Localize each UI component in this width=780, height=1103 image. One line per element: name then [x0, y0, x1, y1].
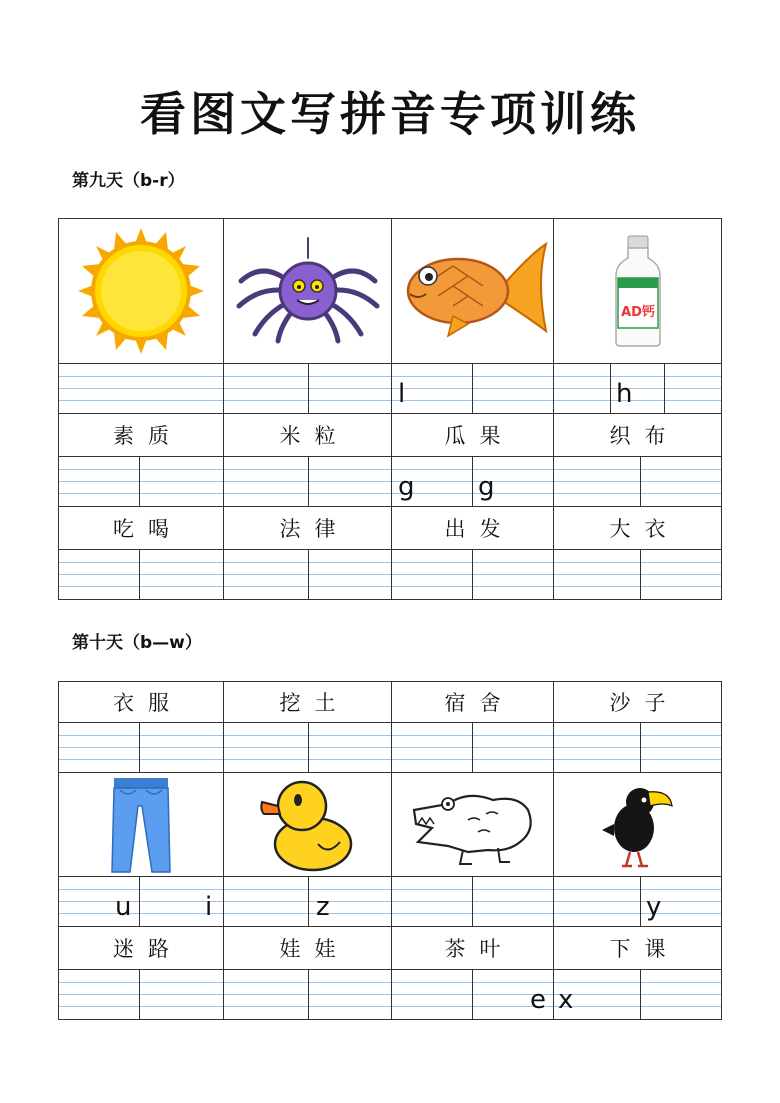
pinyin-box[interactable]: [59, 457, 223, 506]
svg-text:AD钙: AD钙: [620, 304, 655, 320]
bottle-icon: [608, 234, 668, 349]
word-cell: 沙子: [553, 682, 721, 722]
word-row: [59, 506, 721, 549]
pinyin-box[interactable]: [223, 364, 391, 413]
page-title: 看图文写拼音专项训练: [140, 87, 640, 141]
pinyin-hint: l: [398, 379, 406, 409]
pinyin-box[interactable]: [553, 364, 721, 413]
pants-icon: [106, 776, 176, 874]
sun-icon: [76, 226, 206, 356]
word-row: [59, 413, 721, 456]
word-cell: 法律: [223, 507, 391, 549]
duck-icon: [258, 776, 358, 874]
pinyin-box[interactable]: [391, 723, 553, 772]
spider-icon: [233, 236, 383, 346]
pinyin-box[interactable]: [223, 550, 391, 599]
pinyin-box[interactable]: [391, 457, 553, 506]
pinyin-box[interactable]: [59, 877, 223, 926]
word-cell: 米粒: [223, 414, 391, 456]
pinyin-box[interactable]: [59, 550, 223, 599]
word-cell: 娃娃: [223, 927, 391, 969]
day9-heading: 第九天（b-r）: [72, 171, 185, 191]
pinyin-row: [59, 969, 721, 1019]
pants-picture: [59, 773, 223, 876]
spider-picture: [223, 219, 391, 363]
word-cell: 茶叶: [391, 927, 553, 969]
pinyin-hint: y: [646, 892, 662, 922]
pinyin-box[interactable]: [391, 970, 553, 1019]
word-cell: 迷路: [113, 937, 183, 961]
fish-icon: [398, 236, 548, 346]
word-cell: 吃喝: [113, 517, 183, 541]
crocodile-picture: [391, 773, 553, 876]
pinyin-box[interactable]: [391, 877, 553, 926]
word-row: [59, 926, 721, 969]
pinyin-hint: i: [205, 892, 213, 922]
pinyin-box[interactable]: [223, 877, 391, 926]
picture-row: [59, 219, 721, 363]
pinyin-box[interactable]: [223, 457, 391, 506]
pinyin-hint: g: [398, 472, 415, 502]
pinyin-box[interactable]: [553, 550, 721, 599]
pinyin-row: [59, 456, 721, 506]
day10-heading: 第十天（b—w）: [72, 633, 202, 653]
bottle-picture: [553, 219, 721, 363]
pinyin-box[interactable]: [553, 877, 721, 926]
picture-row: [59, 772, 721, 876]
pinyin-row: [59, 363, 721, 413]
pinyin-box[interactable]: [59, 970, 223, 1019]
word-cell: 宿舍: [391, 682, 553, 722]
duck-picture: [223, 773, 391, 876]
day9-table: [58, 218, 722, 600]
pinyin-box[interactable]: [553, 723, 721, 772]
pinyin-row: [59, 876, 721, 926]
fish-picture: [391, 219, 553, 363]
pinyin-row: [59, 549, 721, 599]
pinyin-box[interactable]: [553, 970, 721, 1019]
pinyin-row: [59, 722, 721, 772]
word-cell: 挖土: [223, 682, 391, 722]
day10-table: [58, 681, 722, 1020]
pinyin-hint: h: [616, 379, 633, 409]
bird-icon: [598, 780, 678, 870]
word-cell: 织布: [553, 414, 721, 456]
pinyin-box[interactable]: [59, 364, 223, 413]
word-cell: 衣服: [113, 691, 183, 715]
word-cell: 瓜果: [391, 414, 553, 456]
pinyin-box[interactable]: [59, 723, 223, 772]
word-cell: 大衣: [553, 507, 721, 549]
pinyin-hint: u: [115, 892, 132, 922]
crocodile-icon: [408, 780, 538, 870]
pinyin-hint: g: [478, 472, 495, 502]
word-cell: 下课: [553, 927, 721, 969]
pinyin-hint: e: [530, 985, 546, 1015]
pinyin-hint: x: [558, 985, 574, 1015]
word-cell: 出发: [391, 507, 553, 549]
pinyin-hint: z: [316, 892, 330, 922]
sun-picture: [59, 219, 223, 363]
word-row: [59, 682, 721, 722]
word-cell: 素质: [113, 424, 183, 448]
pinyin-box[interactable]: [391, 364, 553, 413]
bird-picture: [553, 773, 721, 876]
pinyin-box[interactable]: [553, 457, 721, 506]
pinyin-box[interactable]: [223, 970, 391, 1019]
pinyin-box[interactable]: [391, 550, 553, 599]
pinyin-box[interactable]: [223, 723, 391, 772]
